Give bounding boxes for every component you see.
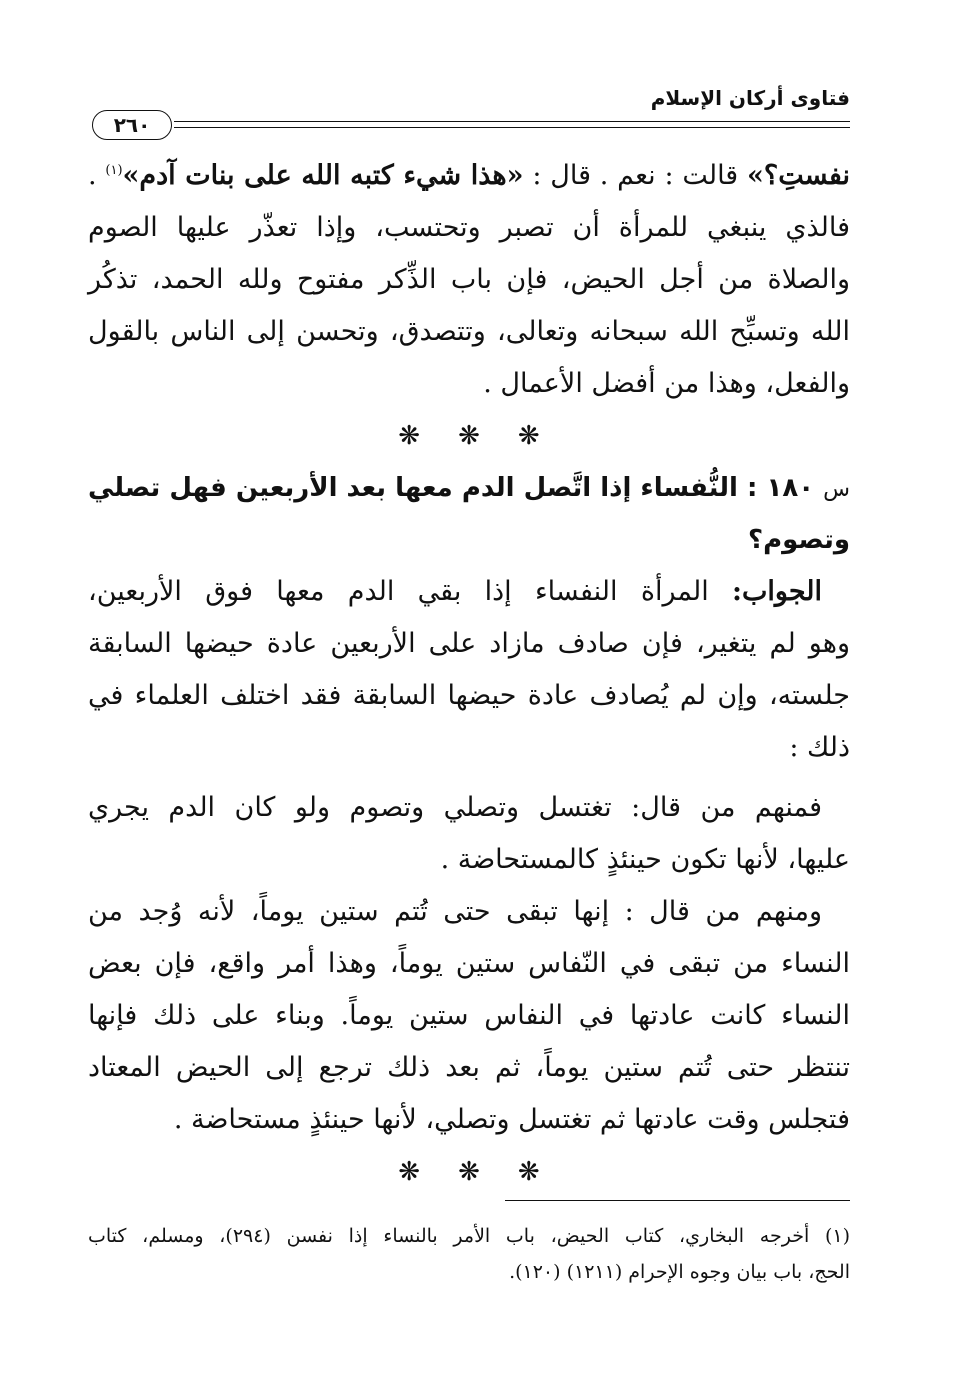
paragraph-hadith-conclusion bbox=[88, 150, 850, 410]
text-line: ومنهم من قال : إنها تبقى حتى تُتم ستين يوماً، لأنه وُجد من bbox=[88, 896, 822, 927]
text-line: النساء من تبقى في النّفاس ستين يوماً، وهذا أمر واقع، فإن بعض bbox=[88, 948, 850, 979]
header-rule-bottom bbox=[174, 127, 850, 128]
asterism-icon: ❋ bbox=[517, 421, 540, 451]
page-number: ٢٦٠ bbox=[113, 113, 151, 137]
section-separator bbox=[88, 410, 850, 462]
opinion-paragraph-2 bbox=[88, 886, 850, 1146]
text-line: فالذي ينبغي للمرأة أن تصبر وتحتسب، وإذا تعذّر عليها الصوم bbox=[88, 212, 850, 243]
answer-paragraph bbox=[88, 566, 850, 774]
page-header bbox=[84, 72, 850, 142]
question-180 bbox=[88, 462, 850, 566]
page-body bbox=[88, 150, 850, 1198]
question-text: ١٨٠ : النُّفساء إذا اتَّصل الدم معها بعد الأربعين فهل تصلي bbox=[88, 473, 824, 503]
text-line: جلسته، وإن لم يُصادف عادة حيضها السابقة فقد اختلف العلماء في bbox=[88, 680, 850, 711]
text-line: فمنهم من قال: تغتسل وتصلي وتصوم ولو كان الدم يجري bbox=[88, 792, 822, 823]
asterism-icon: ❋ bbox=[398, 1157, 421, 1187]
running-title: فتاوى أركان الإسلام bbox=[650, 86, 850, 110]
answer-label: الجواب: bbox=[732, 576, 822, 607]
asterism-icon: ❋ bbox=[458, 421, 480, 451]
text-line bbox=[88, 150, 850, 202]
question-line bbox=[88, 462, 850, 514]
text-line: والصلاة من أجل الحيض، فإن باب الذِّكر مفتوح ولله الحمد، تذكُر bbox=[88, 264, 850, 295]
text-line: الله وتسبِّح الله سبحانه وتعالى، وتتصدق، وتحسن إلى الناس بالقول bbox=[88, 316, 850, 347]
text-line: عليها، لأنها تكون حينئذٍ كالمستحاضة . bbox=[440, 844, 850, 875]
page-number-badge bbox=[92, 110, 172, 140]
text-line: تنتظر حتى تُتم ستين يوماً، ثم بعد ذلك ترجع إلى الحيض المعتاد bbox=[88, 1052, 850, 1083]
footnote-reference[interactable]: (١) bbox=[105, 163, 123, 178]
asterism-icon: ❋ bbox=[517, 1157, 540, 1187]
hadith-quote: «هذا شيء كتبه الله على بنات آدم» bbox=[122, 160, 524, 191]
text-line bbox=[88, 566, 850, 618]
footnote-line: الحج، باب بيان وجوه الإحرام (١٢١١) (١٢٠). bbox=[509, 1261, 850, 1283]
text-line: وهو لم يتغير، فإن صادف مازاد على الأربعين عادة حيضها السابقة bbox=[88, 628, 850, 659]
question-marker: س bbox=[823, 477, 850, 502]
text-fragment: قالت : نعم . قال : bbox=[523, 160, 748, 191]
footnote-line: (١) أخرجه البخاري، كتاب الحيض، باب الأمر بالنساء إذا نفسن (٢٩٤)، ومسلم، كتاب bbox=[88, 1225, 851, 1247]
text-line: النساء كانت عادتها في النفاس ستين يوماً. وبناء على ذلك فإنها bbox=[88, 1000, 850, 1031]
opinion-paragraph-1 bbox=[88, 782, 850, 886]
question-line: وتصوم؟ bbox=[748, 525, 850, 555]
asterism-icon: ❋ bbox=[398, 421, 421, 451]
hadith-quote-start: نفستِ؟» bbox=[747, 160, 850, 191]
text-fragment: المرأة النفساء إذا بقي الدم معها فوق الأربعين، bbox=[88, 576, 732, 607]
asterism-icon: ❋ bbox=[458, 1157, 480, 1187]
text-line: والفعل، وهذا من أفضل الأعمال . bbox=[483, 368, 850, 399]
section-separator bbox=[88, 1146, 850, 1198]
text-line: فتجلس وقت عادتها ثم تغتسل وتصلي، لأنها حينئذٍ مستحاضة . bbox=[173, 1104, 850, 1135]
text-fragment: . bbox=[88, 160, 106, 191]
footnotes bbox=[88, 1218, 850, 1290]
header-rule-top bbox=[174, 121, 850, 122]
footnote-divider bbox=[505, 1200, 850, 1201]
text-line: ذلك : bbox=[789, 732, 850, 763]
